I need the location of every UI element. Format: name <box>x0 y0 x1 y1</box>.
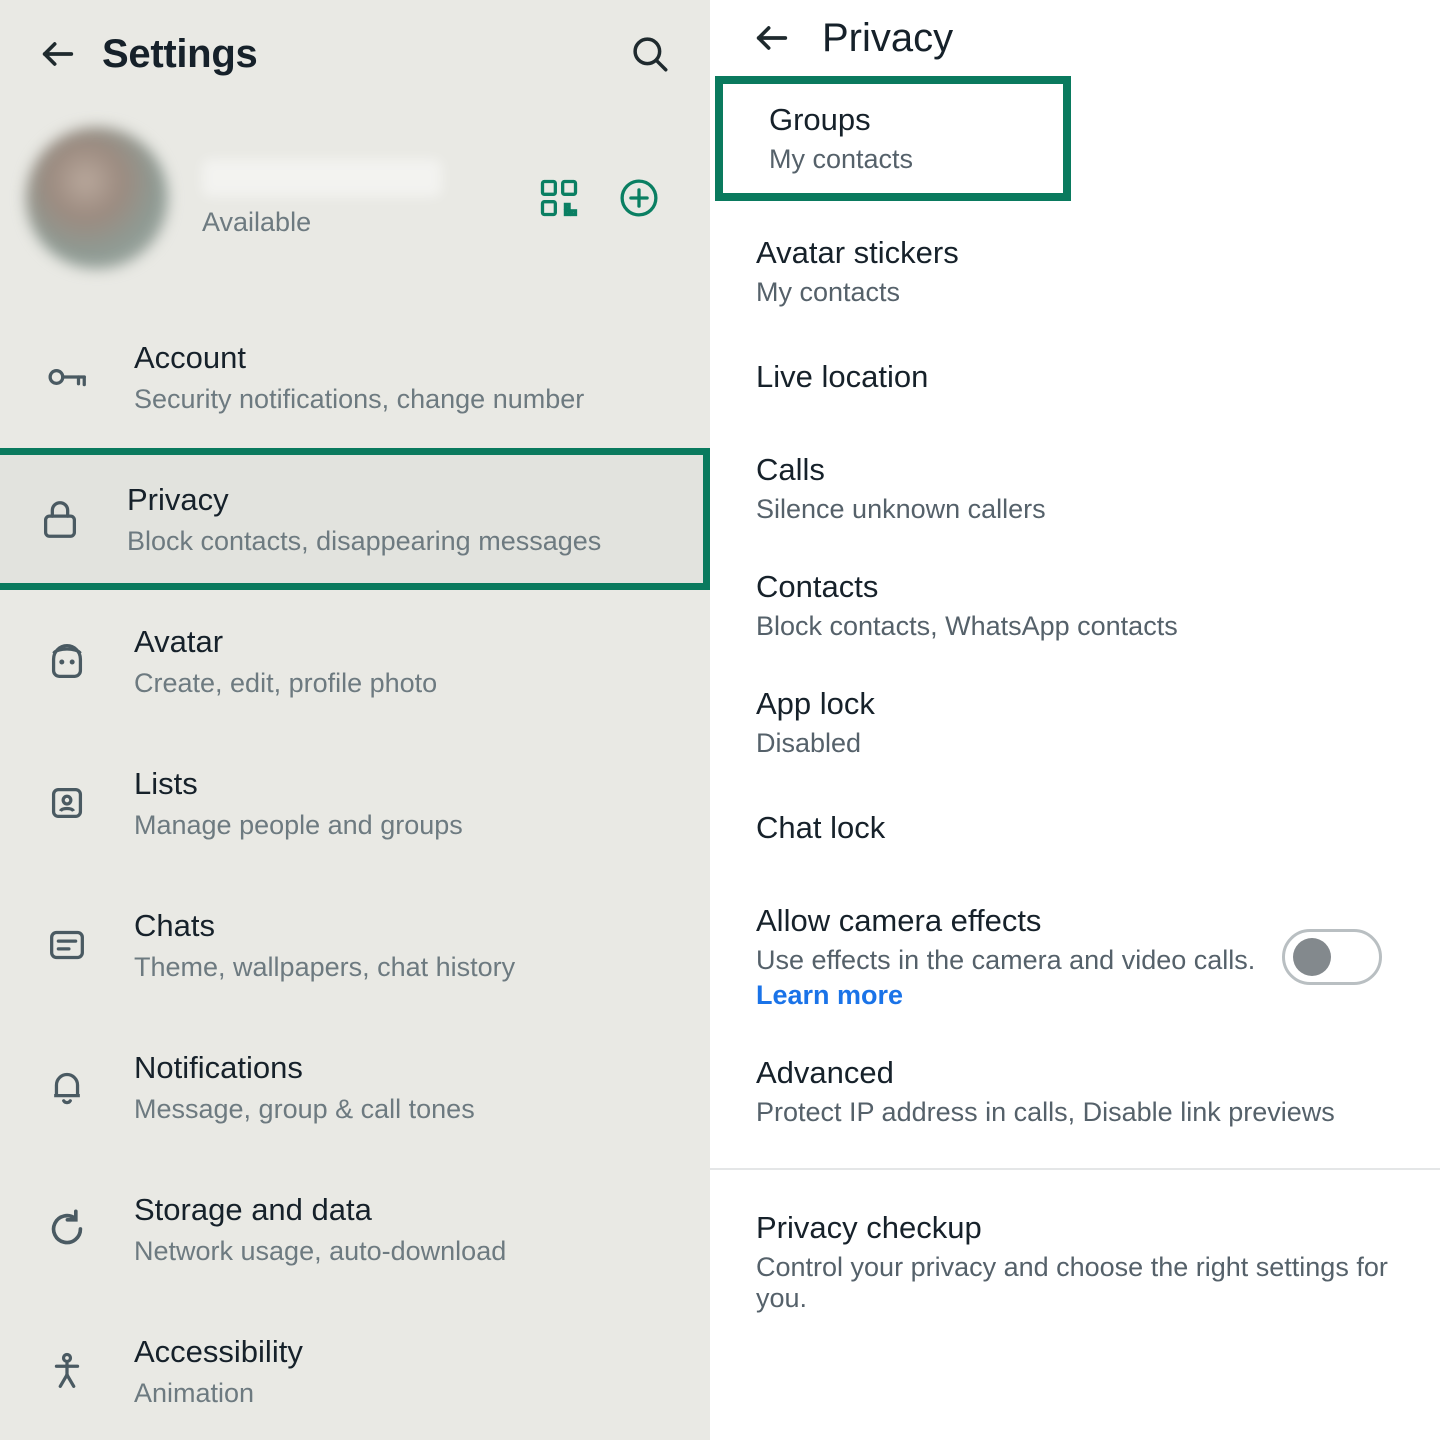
privacy-item-label: Groups <box>769 102 871 137</box>
privacy-item-description: Control your privacy and choose the right settings for you. <box>756 1252 1388 1313</box>
learn-more-link[interactable]: Learn more <box>756 980 904 1010</box>
settings-header <box>0 0 710 108</box>
settings-text <box>134 1192 506 1267</box>
plus-circle-icon[interactable] <box>616 175 662 221</box>
settings-text <box>134 908 515 983</box>
accessibility-person-icon <box>34 1338 100 1404</box>
sidebar-item-avatar[interactable] <box>0 590 710 732</box>
privacy-item-texts <box>756 1210 1394 1314</box>
sidebar-item-label: Avatar <box>134 623 224 659</box>
profile-texts <box>202 159 536 238</box>
sidebar-item-lists[interactable] <box>0 732 710 874</box>
search-icon[interactable] <box>626 30 674 78</box>
settings-list <box>0 288 710 1440</box>
page-title: Privacy <box>822 15 954 60</box>
privacy-item-label: Privacy checkup <box>756 1210 982 1245</box>
privacy-list <box>710 76 1440 1336</box>
sidebar-item-label: Accessibility <box>134 1333 303 1369</box>
sidebar-item-sublabel: Block contacts, disappearing messages <box>127 525 602 556</box>
privacy-item-avatar-stickers[interactable] <box>710 213 1440 330</box>
spacer <box>710 201 1440 213</box>
sidebar-item-label: Account <box>134 339 247 375</box>
privacy-item-value: My contacts <box>769 144 914 174</box>
privacy-item-label: Live location <box>756 359 929 394</box>
privacy-item-chat-lock[interactable] <box>710 781 1440 881</box>
settings-text <box>134 1050 475 1125</box>
section-divider <box>710 1168 1440 1170</box>
sidebar-item-account[interactable] <box>0 306 710 448</box>
sidebar-item-accessibility[interactable] <box>0 1300 710 1440</box>
list-card-icon <box>34 770 100 836</box>
back-arrow-icon[interactable] <box>750 16 794 60</box>
privacy-item-texts <box>756 235 1394 308</box>
privacy-item-texts <box>756 1055 1394 1128</box>
settings-text <box>134 340 584 415</box>
sidebar-item-label: Privacy <box>127 481 229 517</box>
privacy-item-value: Silence unknown callers <box>756 494 1046 524</box>
privacy-item-texts <box>769 102 1017 175</box>
lock-icon <box>27 486 93 552</box>
sidebar-item-sublabel: Theme, wallpapers, chat history <box>134 951 516 982</box>
page-title: Settings <box>102 31 258 76</box>
privacy-item-label: Avatar stickers <box>756 235 959 270</box>
sidebar-item-privacy[interactable] <box>0 448 710 590</box>
sidebar-item-notifications[interactable] <box>0 1016 710 1158</box>
chat-bubble-icon <box>34 912 100 978</box>
back-arrow-icon[interactable] <box>36 32 80 76</box>
privacy-item-label: Contacts <box>756 569 879 604</box>
privacy-item-texts <box>756 686 1394 759</box>
privacy-item-value: Protect IP address in calls, Disable link previews <box>756 1097 1335 1127</box>
privacy-item-advanced[interactable] <box>710 1033 1440 1150</box>
settings-text <box>127 482 601 557</box>
key-icon <box>34 344 100 410</box>
sidebar-item-sublabel: Manage people and groups <box>134 809 463 840</box>
privacy-item-texts <box>756 903 1282 1011</box>
privacy-item-label: Calls <box>756 452 825 487</box>
privacy-item-contacts[interactable] <box>710 547 1440 664</box>
avatar-face-icon <box>34 628 100 694</box>
settings-text <box>134 1334 303 1409</box>
settings-text <box>134 624 437 699</box>
sidebar-item-label: Lists <box>134 765 198 801</box>
privacy-item-label: Advanced <box>756 1055 894 1090</box>
privacy-item-groups[interactable] <box>715 76 1071 201</box>
sidebar-item-sublabel: Security notifications, change number <box>134 383 585 414</box>
privacy-item-texts <box>756 359 1394 401</box>
settings-pane <box>0 0 710 1440</box>
sidebar-item-label: Storage and data <box>134 1191 372 1227</box>
settings-text <box>134 766 463 841</box>
sidebar-item-label: Notifications <box>134 1049 303 1085</box>
privacy-item-live-location[interactable] <box>710 330 1440 430</box>
privacy-item-value: Disabled <box>756 728 862 758</box>
avatar[interactable] <box>26 127 168 269</box>
privacy-item-value: Block contacts, WhatsApp contacts <box>756 611 1178 641</box>
sidebar-item-sublabel: Message, group & call tones <box>134 1093 475 1124</box>
privacy-item-label: App lock <box>756 686 875 721</box>
privacy-item-value: My contacts <box>756 277 901 307</box>
privacy-item-texts <box>756 569 1394 642</box>
sidebar-item-label: Chats <box>134 907 215 943</box>
sidebar-item-chats[interactable] <box>0 874 710 1016</box>
profile-name-blurred <box>202 159 442 197</box>
privacy-item-description: Use effects in the camera and video calls. <box>756 945 1256 975</box>
profile-status: Available <box>202 206 312 237</box>
privacy-header <box>710 0 1440 76</box>
privacy-item-label: Chat lock <box>756 810 886 845</box>
privacy-item-app-lock[interactable] <box>710 664 1440 781</box>
privacy-item-texts <box>756 452 1394 525</box>
privacy-item-privacy-checkup[interactable] <box>710 1188 1440 1336</box>
privacy-pane <box>710 0 1440 1440</box>
sidebar-item-sublabel: Network usage, auto-download <box>134 1235 507 1266</box>
sidebar-item-sublabel: Animation <box>134 1377 255 1408</box>
toggle-knob <box>1293 938 1331 976</box>
profile-actions <box>536 175 662 221</box>
privacy-item-allow-camera-effects[interactable] <box>710 881 1440 1033</box>
qr-code-icon[interactable] <box>536 175 582 221</box>
privacy-item-calls[interactable] <box>710 430 1440 547</box>
sidebar-item-sublabel: Create, edit, profile photo <box>134 667 438 698</box>
privacy-item-texts <box>756 810 1394 852</box>
bell-icon <box>34 1054 100 1120</box>
refresh-circle-icon <box>34 1196 100 1262</box>
sidebar-item-storage-and-data[interactable] <box>0 1158 710 1300</box>
profile-row[interactable] <box>0 108 710 288</box>
privacy-item-label: Allow camera effects <box>756 903 1042 938</box>
camera-effects-toggle[interactable] <box>1282 929 1382 985</box>
